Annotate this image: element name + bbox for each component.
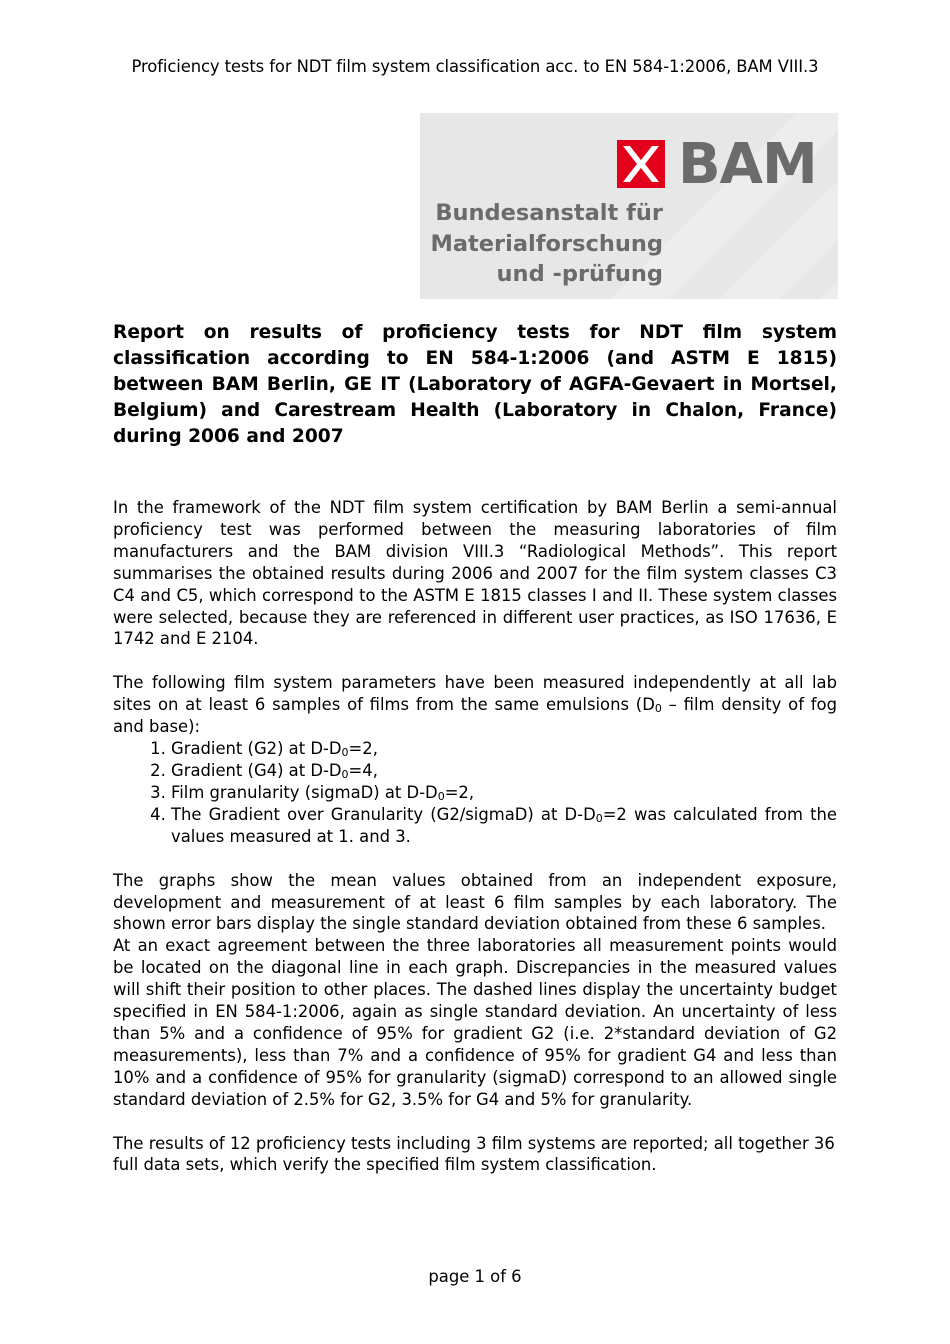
logo-text-line-2: Materialforschung xyxy=(430,231,663,257)
summary-paragraph: The results of 12 proficiency tests including 3 film systems are reported; all together 36 full data sets, which verify the specified film system classification. xyxy=(113,1133,835,1175)
logo-text-line-1: Bundesanstalt für xyxy=(435,200,663,226)
agreement-paragraph: At an exact agreement between the three laboratories all measurement points would be located on the diagonal line in each graph. Discrepancies in the measured values will shift their position to other places. The dashed lines display the uncertainty budget specified in EN 584-1:2006, again as single standard deviation. An uncertainty of less than 5% and a confidence of 95% for gradient G2 (i.e. 2*standard deviation of G2 measurements), less than 7% and a confidence of 95% for gradient G4 and less than 10% and a confidence of 95% for granularity (sigmaD) correspond to an allowed single standard deviation of 2.5% for G2, 3.5% for G4 and 5% for granularity. xyxy=(113,936,837,1109)
graphs-paragraph: The graphs show the mean values obtained from an independent exposure, development and measurement of at least 6 film samples by each laboratory. The shown error bars display the single standard deviation obtained from these 6 samples. xyxy=(113,870,837,934)
bam-emblem-icon xyxy=(617,140,665,188)
list-item: 4. The Gradient over Granularity (G2/sigmaD) at $D-D_0=2$ was calculated from the values measured at 1. and 3. xyxy=(171,804,837,848)
list-item: 2. Gradient (G4) at $D-D_0=4$, xyxy=(171,760,837,782)
logo-text-line-3: und -prüfung xyxy=(496,261,663,287)
logo-wordmark: BAM xyxy=(678,132,817,197)
list-item: 3. Film granularity (sigmaD) at $D-D_0=2$, xyxy=(171,782,837,804)
intro-paragraph: In the framework of the NDT film system certification by BAM Berlin a semi-annual proficiency test was performed between the measuring laboratories of film manufacturers and the BAM division VIII.3 “Radiological Methods”. This report summarises the obtained results during 2006 and 2007 for the film system classes C3 C4 and C5, which correspond to the ASTM E 1815 classes I and II. These system classes were selected, because they are referenced in different user practices, as ISO 17636, E 1742 and E 2104. xyxy=(113,498,837,649)
parameters-tail: – film density of fog and base): xyxy=(113,695,837,737)
report-title: Report on results of proficiency tests for NDT film system classification according to EN 584-1:2006 (and ASTM E 1815) between BAM Berlin, GE IT (Laboratory of AGFA-Gevaert in Mortsel, Belgium) and Carestream Health (Laboratory in Chalon, France) during 2006 and 2007 xyxy=(113,322,837,447)
parameter-list xyxy=(113,738,837,848)
parameters-paragraph xyxy=(113,672,837,738)
page-number: page 1 of 6 xyxy=(428,1267,522,1286)
running-header: Proficiency tests for NDT film system classification acc. to EN 584-1:2006, BAM VIII.3 xyxy=(131,57,819,76)
list-item: 1. Gradient (G2) at $D-D_0=2$, xyxy=(171,738,837,760)
parameters-lead: The following film system parameters have been measured independently at all lab sites on at least 6 samples of films from the same emulsions (D xyxy=(113,673,837,715)
bam-logo xyxy=(420,113,838,299)
report-body xyxy=(113,320,837,1198)
parameters-subscript: 0 xyxy=(654,702,662,716)
